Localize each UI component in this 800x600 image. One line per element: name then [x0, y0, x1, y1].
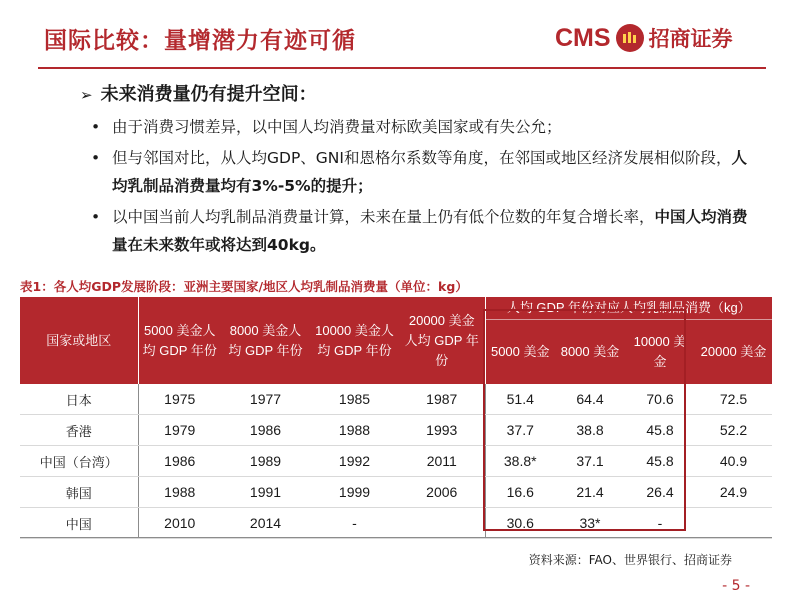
source-note: 资料来源：FAO、世界银行、招商证券: [528, 553, 732, 567]
sub-header-20000: 20000 美金: [695, 320, 772, 385]
table-row: [20, 384, 772, 415]
page-title: 国际比较：量增潜力有迹可循: [44, 28, 356, 54]
bullet-item: [112, 113, 752, 141]
logo-emblem-icon: [616, 24, 644, 52]
table-cell: 2010: [138, 508, 221, 539]
table-cell: [399, 508, 485, 539]
sub-header-5000: 5000 美金: [485, 320, 555, 385]
table-cell: 1986: [138, 446, 221, 477]
logo-cn-text: 招商证券: [648, 27, 733, 51]
table-cell: 2014: [221, 508, 310, 539]
bullet-emphasis: 中国人均消费量在未来数年或将达到40kg。: [112, 208, 748, 254]
table-cell: 21.4: [555, 477, 625, 508]
table-caption: 表1：各人均GDP发展阶段：亚洲主要国家/地区人均乳制品消费量（单位：kg）: [20, 279, 468, 294]
table-cell: 45.8: [625, 446, 695, 477]
bullet-list: [112, 113, 752, 262]
region-name: 中国（台湾）: [20, 446, 138, 477]
table-cell: 1977: [221, 384, 310, 415]
sub-header-8000: 8000 美金: [555, 320, 625, 385]
bullet-text: 由于消费习惯差异，以中国人均消费量对标欧美国家或有失公允；: [112, 118, 562, 136]
table-cell: -: [625, 508, 695, 539]
table-cell: 70.6: [625, 384, 695, 415]
col-header-20000-year: 20000 美金人均 GDP 年份: [399, 297, 485, 384]
section-heading: [80, 80, 317, 106]
table-cell: 1989: [221, 446, 310, 477]
table-cell: 1986: [221, 415, 310, 446]
region-name: 日本: [20, 384, 138, 415]
table-cell: 2011: [399, 446, 485, 477]
consumption-table: [20, 297, 772, 539]
table-cell: 72.5: [695, 384, 772, 415]
region-name: 香港: [20, 415, 138, 446]
table-cell: 33*: [555, 508, 625, 539]
bullet-emphasis: 人均乳制品消费量均有3%-5%的提升；: [112, 149, 747, 195]
table-cell: 1999: [310, 477, 399, 508]
logo-latin-text: CMS: [555, 23, 611, 52]
table-cell: 1991: [221, 477, 310, 508]
header-divider: [38, 67, 766, 69]
bullet-item: [112, 203, 752, 259]
table-cell: 1979: [138, 415, 221, 446]
group-header-consumption: 人均 GDP 年份对应人均乳制品消费（kg）: [485, 297, 772, 320]
table-bottom-rule: [20, 537, 772, 538]
table-cell: 1975: [138, 384, 221, 415]
table-cell: -: [310, 508, 399, 539]
table-cell: 2006: [399, 477, 485, 508]
table-row: [20, 508, 772, 539]
arrow-bullet-icon: ➢: [80, 86, 93, 104]
region-name: 中国: [20, 508, 138, 539]
table-cell: 52.2: [695, 415, 772, 446]
table-cell: 1993: [399, 415, 485, 446]
consumption-table-container: [20, 297, 772, 537]
table-cell: 45.8: [625, 415, 695, 446]
table-cell: 37.7: [485, 415, 555, 446]
table-cell: 1985: [310, 384, 399, 415]
table-cell: 38.8*: [485, 446, 555, 477]
col-header-10000-year: 10000 美金人均 GDP 年份: [310, 297, 399, 384]
table-cell: 40.9: [695, 446, 772, 477]
table-cell: 1987: [399, 384, 485, 415]
table-cell: 30.6: [485, 508, 555, 539]
bullet-text: 以中国当前人均乳制品消费量计算，未来在量上仍有低个位数的年复合增长率，: [112, 208, 655, 226]
region-name: 韩国: [20, 477, 138, 508]
col-header-5000-year: 5000 美金人均 GDP 年份: [138, 297, 221, 384]
sub-header-10000: 10000 美金: [625, 320, 695, 385]
table-cell: 16.6: [485, 477, 555, 508]
table-cell: 38.8: [555, 415, 625, 446]
table-cell: 1988: [310, 415, 399, 446]
section-heading-text: 未来消费量仍有提升空间：: [100, 84, 317, 105]
page-number: - 5 -: [722, 578, 750, 594]
table-cell: 51.4: [485, 384, 555, 415]
table-row: [20, 446, 772, 477]
table-cell: 24.9: [695, 477, 772, 508]
table-cell: 26.4: [625, 477, 695, 508]
table-cell: 1992: [310, 446, 399, 477]
bullet-text: 但与邻国对比，从人均GDP、GNI和恩格尔系数等角度，在邻国或地区经济发展相似阶段，: [112, 149, 732, 167]
bullet-item: [112, 144, 752, 200]
col-header-8000-year: 8000 美金人均 GDP 年份: [221, 297, 310, 384]
table-cell: 1988: [138, 477, 221, 508]
cms-logo: [555, 18, 733, 58]
table-cell: 37.1: [555, 446, 625, 477]
table-row: [20, 477, 772, 508]
table-row: [20, 415, 772, 446]
table-cell: 64.4: [555, 384, 625, 415]
col-header-region: 国家或地区: [20, 297, 138, 384]
table-cell: [695, 508, 772, 539]
